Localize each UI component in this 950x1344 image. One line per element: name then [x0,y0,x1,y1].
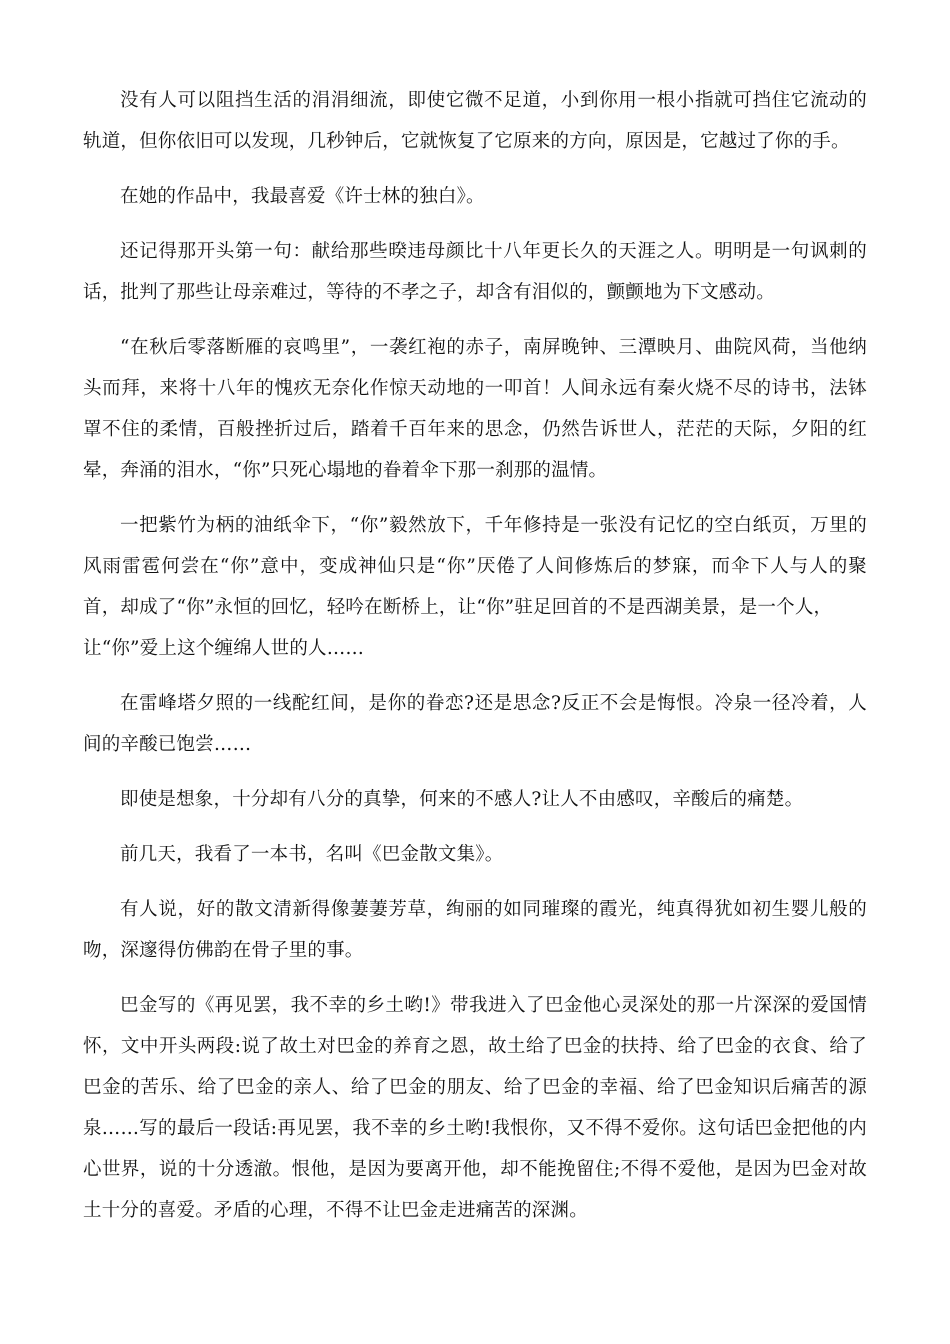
paragraph-7: 即使是想象，十分却有八分的真挚，何来的不感人?让人不由感叹，辛酸后的痛楚。 [120,789,804,810]
paragraph-6: 在雷峰塔夕照的一线酡红间，是你的眷恋?还是思念?反正不会是悔恨。冷泉一径冷着，人间的辛酸已饱尝…… [83,693,867,755]
paragraph-5-main: 一把紫竹为柄的油纸伞下，“你”毅然放下，千年修持是一张没有记忆的空白纸页，万里的风雨雷雹何尝在“你”意中，变成神仙只是“你”厌倦了人间修炼后的梦寐，而伞下人与人的聚首，却成了“你”永恒的回忆，轻吟在断桥上，让“你”驻足回首的不是西湖美景，是一个人， [83,515,867,618]
document-body [83,80,867,1245]
paragraph-1: 没有人可以阻挡生活的涓涓细流，即使它微不足道，小到你用一根小指就可挡住它流动的轨道，但你依旧可以发现，几秒钟后，它就恢复了它原来的方向，原因是，它越过了你的手。 [83,90,867,152]
paragraph-8: 前几天，我看了一本书，名叫《巴金散文集》。 [120,844,504,865]
paragraph-5-tail: 让“你”爱上这个缠绵人世的人…… [83,638,365,659]
paragraph-10: 巴金写的《再见罢，我不幸的乡土哟!》带我进入了巴金他心灵深处的那一片深深的爱国情怀，文中开头两段:说了故土对巴金的养育之恩，故土给了巴金的扶持、给了巴金的衣食、给了巴金的苦乐、给了巴金的亲人、给了巴金的朋友、给了巴金的幸福、给了巴金知识后痛苦的源泉……写的最后一段话:再见罢，我不幸的乡土哟!我恨你，又不得不爱你。这句话巴金把他的内心世界，说的十分透澈。恨他，是因为要离开他，却不能挽留住;不得不爱他，是因为巴金对故土十分的喜爱。矛盾的心理，不得不让巴金走进痛苦的深渊。 [83,995,867,1221]
paragraph-5 [83,505,867,669]
paragraph-4: “在秋后零落断雁的哀鸣里”，一袭红袍的赤子，南屏晚钟、三潭映月、曲院风荷，当他纳头而拜，来将十八年的愧疚无奈化作惊天动地的一叩首！人间永远有秦火烧不尽的诗书，法钵罩不住的柔情，百般挫折过后，踏着千百年来的思念，仍然告诉世人，茫茫的天际，夕阳的红晕，奔涌的泪水，“你”只死心塌地的眷着伞下那一刹那的温情。 [83,337,867,481]
paragraph-3: 还记得那开头第一句：献给那些暌违母颜比十八年更长久的天涯之人。明明是一句讽刺的话，批判了那些让母亲难过，等待的不孝之子，却含有泪似的，颤颤地为下文感动。 [83,241,867,303]
paragraph-2: 在她的作品中，我最喜爱《许士林的独白》。 [120,186,485,207]
paragraph-9: 有人说，好的散文清新得像萋萋芳草，绚丽的如同璀璨的霞光，纯真得犹如初生婴儿般的吻，深邃得仿佛韵在骨子里的事。 [83,899,867,961]
